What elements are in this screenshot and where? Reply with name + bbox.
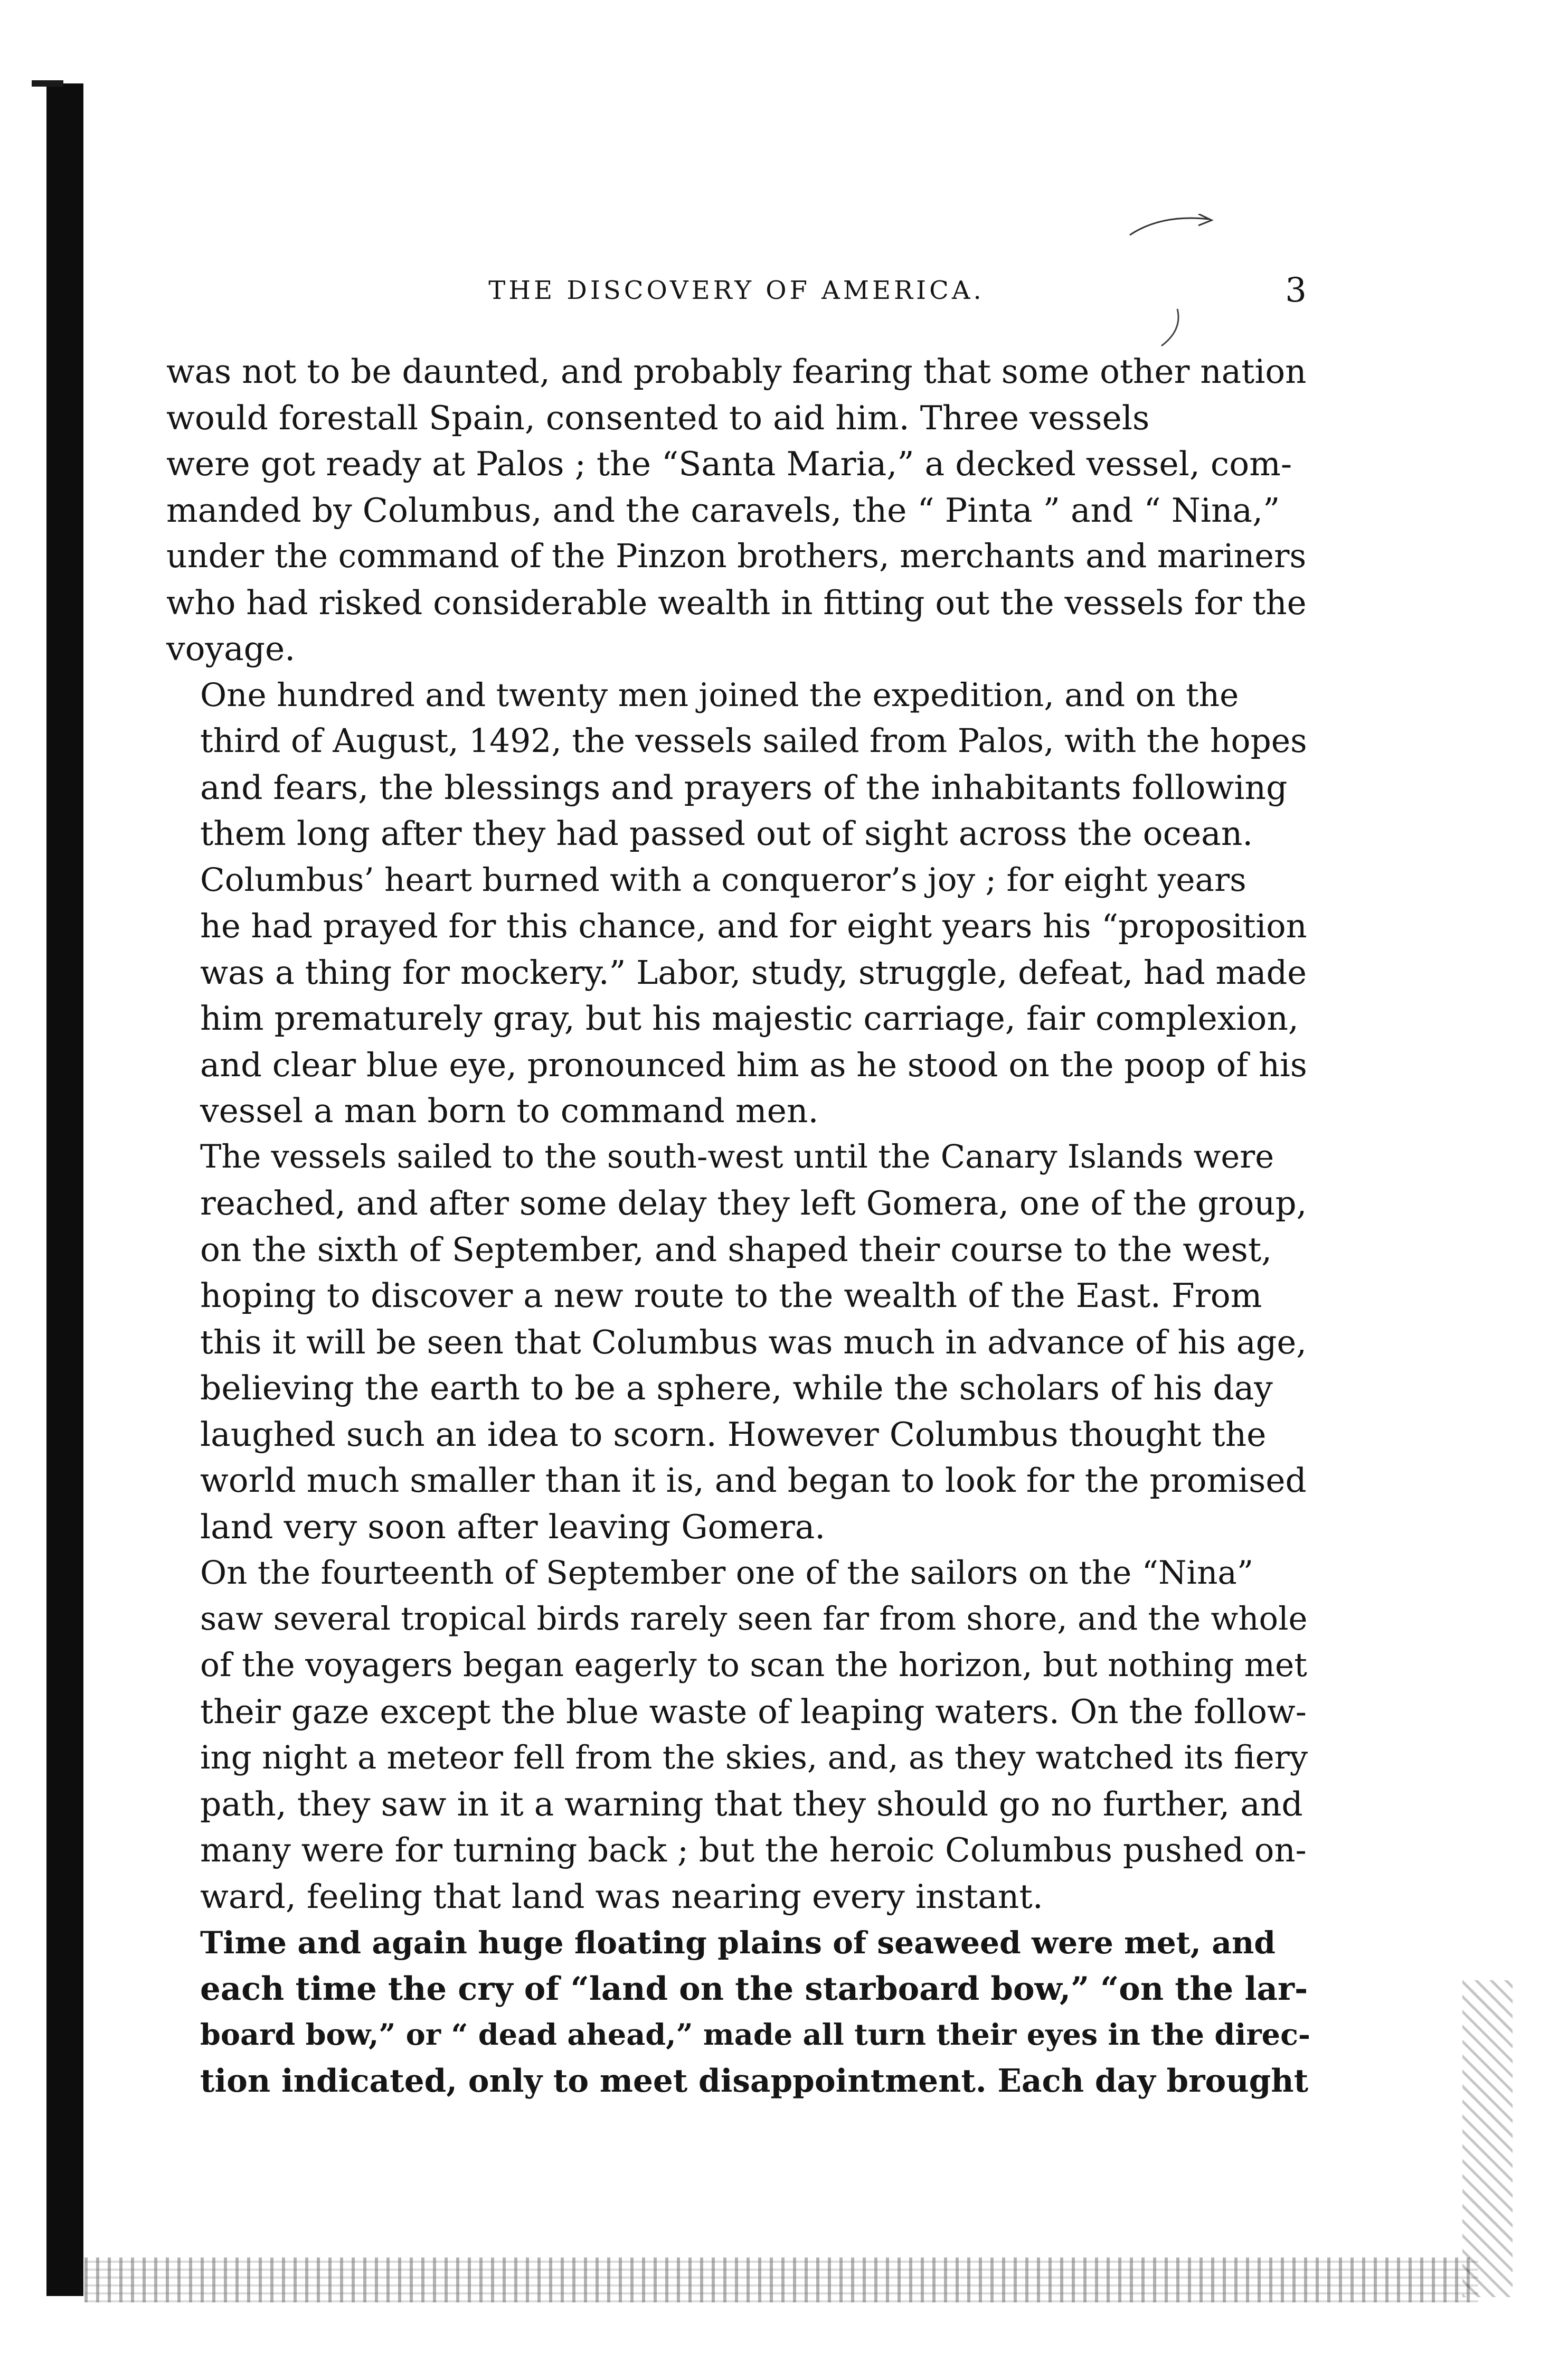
text-line: was not to be daunted, and probably fearing that some other nation xyxy=(166,352,1307,391)
text-line: and fears, the blessings and prayers of the inhabitants following xyxy=(200,768,1288,807)
text-line: this it will be seen that Columbus was much in advance of his age, xyxy=(200,1322,1307,1361)
paragraph-5 xyxy=(166,1550,1307,1920)
text-line: land very soon after leaving Gomera. xyxy=(200,1507,826,1546)
text-line: tion indicated, only to meet disappointment. Each day brought xyxy=(200,2062,1309,2100)
text-line: was a thing for mockery.” Labor, study, struggle, defeat, had made xyxy=(200,953,1307,992)
text-line: of the voyagers began eagerly to scan the horizon, but nothing met xyxy=(200,1647,1307,1684)
text-line: on the sixth of September, and shaped their course to the west, xyxy=(200,1230,1272,1269)
text-line: ward, feeling that land was nearing every instant. xyxy=(200,1877,1043,1916)
text-line: would forestall Spain, consented to aid him. Three vessels xyxy=(166,398,1150,437)
page-number: 3 xyxy=(1285,271,1307,310)
text-line: many were for turning back ; but the heroic Columbus pushed on- xyxy=(200,1831,1307,1869)
text-line: them long after they had passed out of sight across the ocean. xyxy=(200,814,1253,853)
paragraph-1 xyxy=(166,349,1307,672)
text-line: he had prayed for this chance, and for eight years his “proposition xyxy=(200,907,1307,945)
paragraph-6 xyxy=(166,1920,1311,2104)
text-line: board bow,” or “ dead ahead,” made all turn their eyes in the direc- xyxy=(200,2018,1311,2052)
text-line: The vessels sailed to the south-west until the Canary Islands were xyxy=(200,1138,1274,1175)
text-line: him prematurely gray, but his majestic carriage, fair complexion, xyxy=(200,999,1299,1038)
text-line: path, they saw in it a warning that they should go no further, and xyxy=(200,1784,1303,1823)
paragraph-3 xyxy=(166,857,1307,1134)
body-text xyxy=(166,349,1311,2104)
text-line: laughed such an idea to scorn. However Columbus thought the xyxy=(200,1415,1267,1454)
text-line: each time the cry of “land on the starboard bow,” “on the lar- xyxy=(200,1970,1308,2008)
text-line: third of August, 1492, the vessels sailed from Palos, with the hopes xyxy=(200,722,1307,760)
text-line: who had risked considerable wealth in fitting out the vessels for the xyxy=(166,583,1307,622)
text-line: vessel a man born to command men. xyxy=(200,1092,819,1130)
text-line: On the fourteenth of September one of the sailors on the “Nina” xyxy=(200,1554,1254,1592)
running-title: THE DISCOVERY OF AMERICA. xyxy=(488,276,985,305)
text-line: were got ready at Palos ; the “Santa Maria,” a decked vessel, com- xyxy=(166,445,1292,483)
text-line: under the command of the Pinzon brothers, merchants and mariners xyxy=(166,537,1307,575)
page-header xyxy=(166,267,1307,314)
text-line: hoping to discover a new route to the wealth of the East. From xyxy=(200,1276,1262,1315)
text-line: Time and again huge floating plains of seaweed were met, and xyxy=(200,1924,1276,1961)
text-line: world much smaller than it is, and began to look for the promised xyxy=(200,1461,1307,1500)
text-line: believing the earth to be a sphere, while the scholars of his day xyxy=(200,1369,1273,1407)
text-line: voyage. xyxy=(166,629,296,668)
text-line: their gaze except the blue waste of leaping waters. On the follow- xyxy=(200,1692,1307,1731)
text-line: reached, and after some delay they left Gomera, one of the group, xyxy=(200,1184,1307,1222)
text-line: One hundred and twenty men joined the expedition, and on the xyxy=(200,676,1239,714)
paragraph-2 xyxy=(166,672,1307,857)
text-line: manded by Columbus, and the caravels, the “ Pinta ” and “ Nina,” xyxy=(166,491,1280,530)
text-line: and clear blue eye, pronounced him as he stood on the poop of his xyxy=(200,1045,1307,1084)
paragraph-4 xyxy=(166,1134,1307,1550)
text-line: saw several tropical birds rarely seen far from shore, and the whole xyxy=(200,1600,1308,1638)
text-line: ing night a meteor fell from the skies, and, as they watched its fiery xyxy=(200,1739,1308,1776)
text-line: Columbus’ heart burned with a conqueror’s joy ; for eight years xyxy=(200,861,1246,899)
